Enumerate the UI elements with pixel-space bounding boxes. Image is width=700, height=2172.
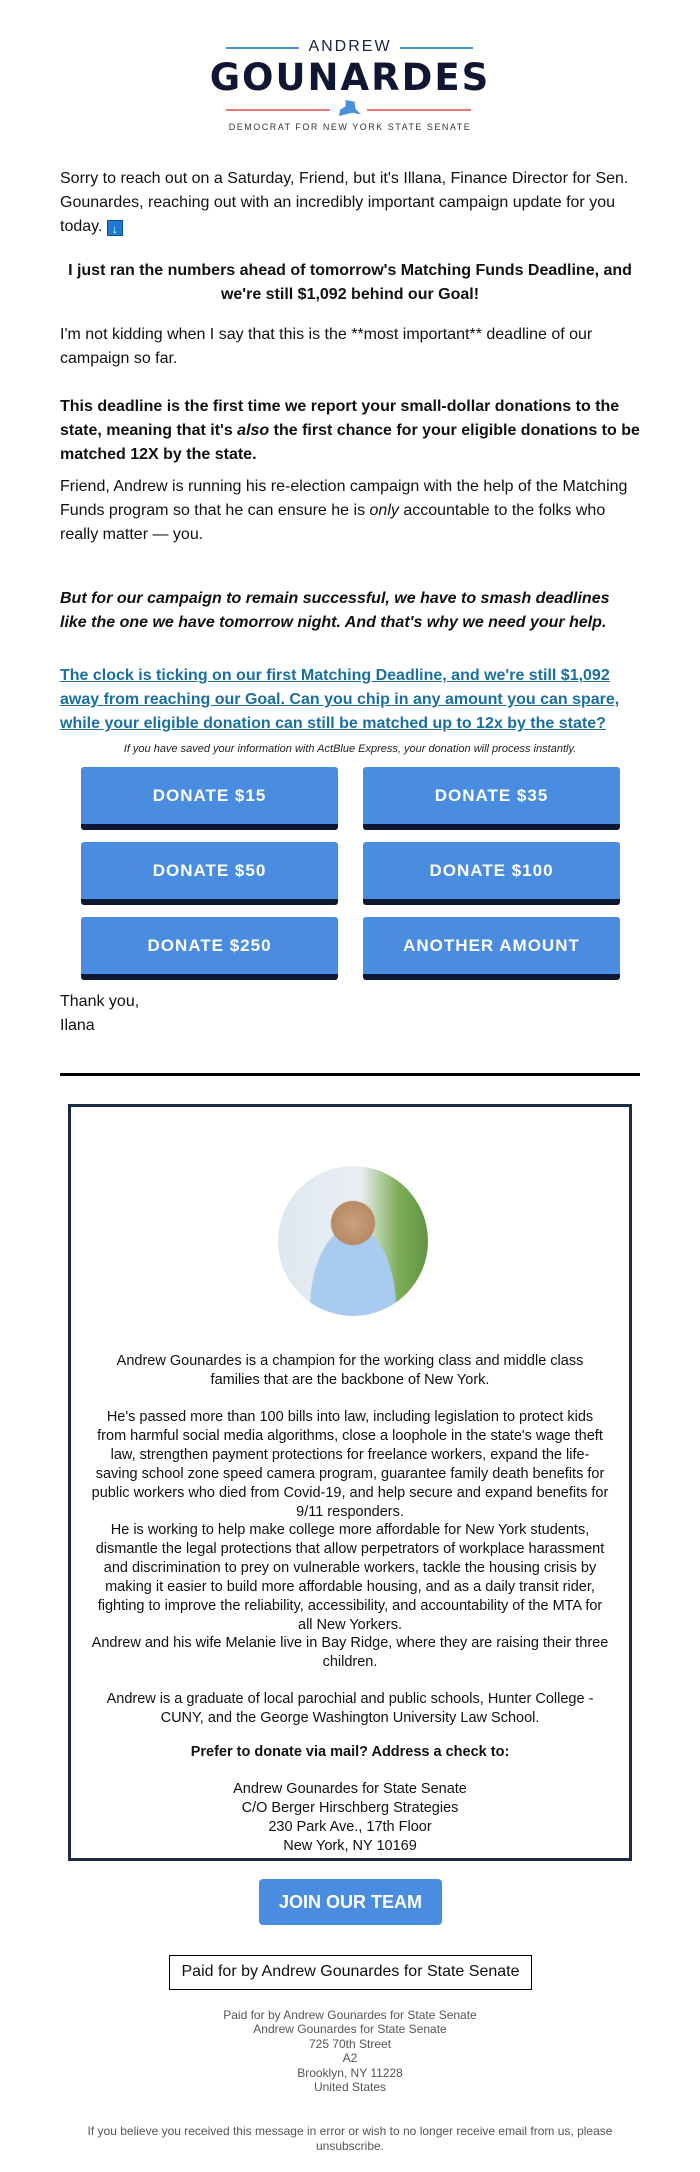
footer-line: Paid for by Andrew Gounardes for State Senate: [223, 2008, 477, 2022]
footer-line: Brooklyn, NY 11228: [297, 2066, 403, 2080]
mail-address-line: Andrew Gounardes for State Senate: [233, 1781, 467, 1797]
bio-box: [68, 1104, 632, 1861]
join-our-team-button[interactable]: JOIN OUR TEAM: [259, 1879, 442, 1925]
candidate-photo: [278, 1166, 428, 1316]
new-york-state-icon: [339, 100, 361, 116]
bio-paragraph: He's passed more than 100 bills into law, including legislation to protect kids from harmful social media algorithms, close a loophole in the state's wage theft law, strengthen payment protections for freelance workers, expand the life-saving school zone speed camera program, guarantee family death benefits for public workers who died from Covid-19, and help secure and expand benefits for 9/11 responders.: [91, 1409, 609, 1520]
headline-paragraph: I just ran the numbers ahead of tomorrow's Matching Funds Deadline, and we're still $1,092 behind our Goal!: [68, 262, 632, 303]
footer-line: United States: [313, 2080, 387, 2094]
mail-address-line: 230 Park Ave., 17th Floor: [268, 1819, 432, 1835]
text: This deadline is the first time we report your small-dollar donations to the state, meaning that it's: [60, 398, 620, 439]
bio-paragraph: Andrew and his wife Melanie live in Bay Ridge, where they are raising their three children.: [91, 1635, 609, 1670]
emphasis: only: [369, 502, 399, 519]
donate-50-button[interactable]: DONATE $50: [81, 842, 338, 905]
footer-line: 725 70th Street: [308, 2037, 392, 2051]
signoff-thanks: Thank you,: [60, 993, 140, 1010]
unsubscribe-text[interactable]: If you believe you received this message in error or wish to no longer receive email from us, please unsubscribe.: [87, 2124, 613, 2153]
donate-250-button[interactable]: DONATE $250: [81, 917, 338, 980]
mail-address-line: New York, NY 10169: [283, 1838, 417, 1854]
donate-100-button[interactable]: DONATE $100: [363, 842, 620, 905]
paragraph: I'm not kidding when I say that this is the **most important** deadline of our campaign so far.: [60, 326, 593, 367]
logo-tagline: DEMOCRAT FOR NEW YORK STATE SENATE: [228, 122, 472, 132]
actblue-note: If you have saved your information with ActBlue Express, your donation will process instantly.: [123, 743, 577, 755]
logo-first-name: ANDREW: [308, 38, 392, 55]
donate-link[interactable]: The clock is ticking on our first Matching Deadline, and we're still $1,092 away from reaching our Goal. Can you chip in any amount you can spare, while your eligible donation can still be matched up to 12x by the state?: [60, 667, 620, 732]
text: accountable to the folks who really matter — you.: [60, 502, 606, 543]
deadline-paragraph: [60, 395, 640, 467]
logo-last-name: GOUNARDES: [209, 56, 491, 99]
paragraph: [60, 475, 640, 547]
donate-35-button[interactable]: DONATE $35: [363, 767, 620, 830]
bio-paragraph: Andrew is a graduate of local parochial and public schools, Hunter College - CUNY, and the George Washington University Law School.: [106, 1691, 594, 1726]
bio-paragraph: Andrew Gounardes is a champion for the working class and middle class families that are the backbone of New York.: [116, 1353, 584, 1388]
intro-text: Sorry to reach out on a Saturday, Friend, but it's Illana, Finance Director for Sen. Gounardes, reaching out with an incredibly important campaign update for you today.: [60, 170, 629, 235]
campaign-logo: [0, 30, 700, 140]
bio-paragraph: He is working to help make college more affordable for New York students, dismantle the legal protections that allow perpetrators of workplace harassment and discrimination to prey on vulnerable workers, tackle the housing crisis by making it easier to build more affordable housing, and as a daily transit rider, fighting to improve the reliability, accessibility, and accountability of the MTA for all New Yorkers.: [95, 1522, 605, 1633]
mail-address-line: C/O Berger Hirschberg Strategies: [241, 1800, 459, 1816]
text: Friend, Andrew is running his re-election campaign with the help of the Matching Funds program so that he can ensure he is: [60, 478, 628, 519]
donate-15-button[interactable]: DONATE $15: [81, 767, 338, 830]
intro-paragraph: [60, 167, 640, 239]
footer-line: A2: [342, 2051, 358, 2065]
logo-rule: [367, 109, 471, 111]
signoff-name: Ilana: [60, 1017, 95, 1034]
mail-heading: Prefer to donate via mail? Address a check to:: [190, 1744, 510, 1760]
divider: [60, 1073, 640, 1076]
emphasis: also: [237, 422, 270, 439]
logo-rule: [226, 109, 330, 111]
paragraph: But for our campaign to remain successful, we have to smash deadlines like the one we have tomorrow night. And that's why we need your help.: [60, 590, 610, 631]
paid-for-box: Paid for by Andrew Gounardes for State Senate: [169, 1955, 532, 1990]
text: the first chance for your eligible donations to be matched 12X by the state.: [60, 422, 640, 463]
footer-line: Andrew Gounardes for State Senate: [253, 2022, 447, 2036]
down-arrow-icon: ↓: [107, 220, 123, 236]
another-amount-button[interactable]: ANOTHER AMOUNT: [363, 917, 620, 980]
